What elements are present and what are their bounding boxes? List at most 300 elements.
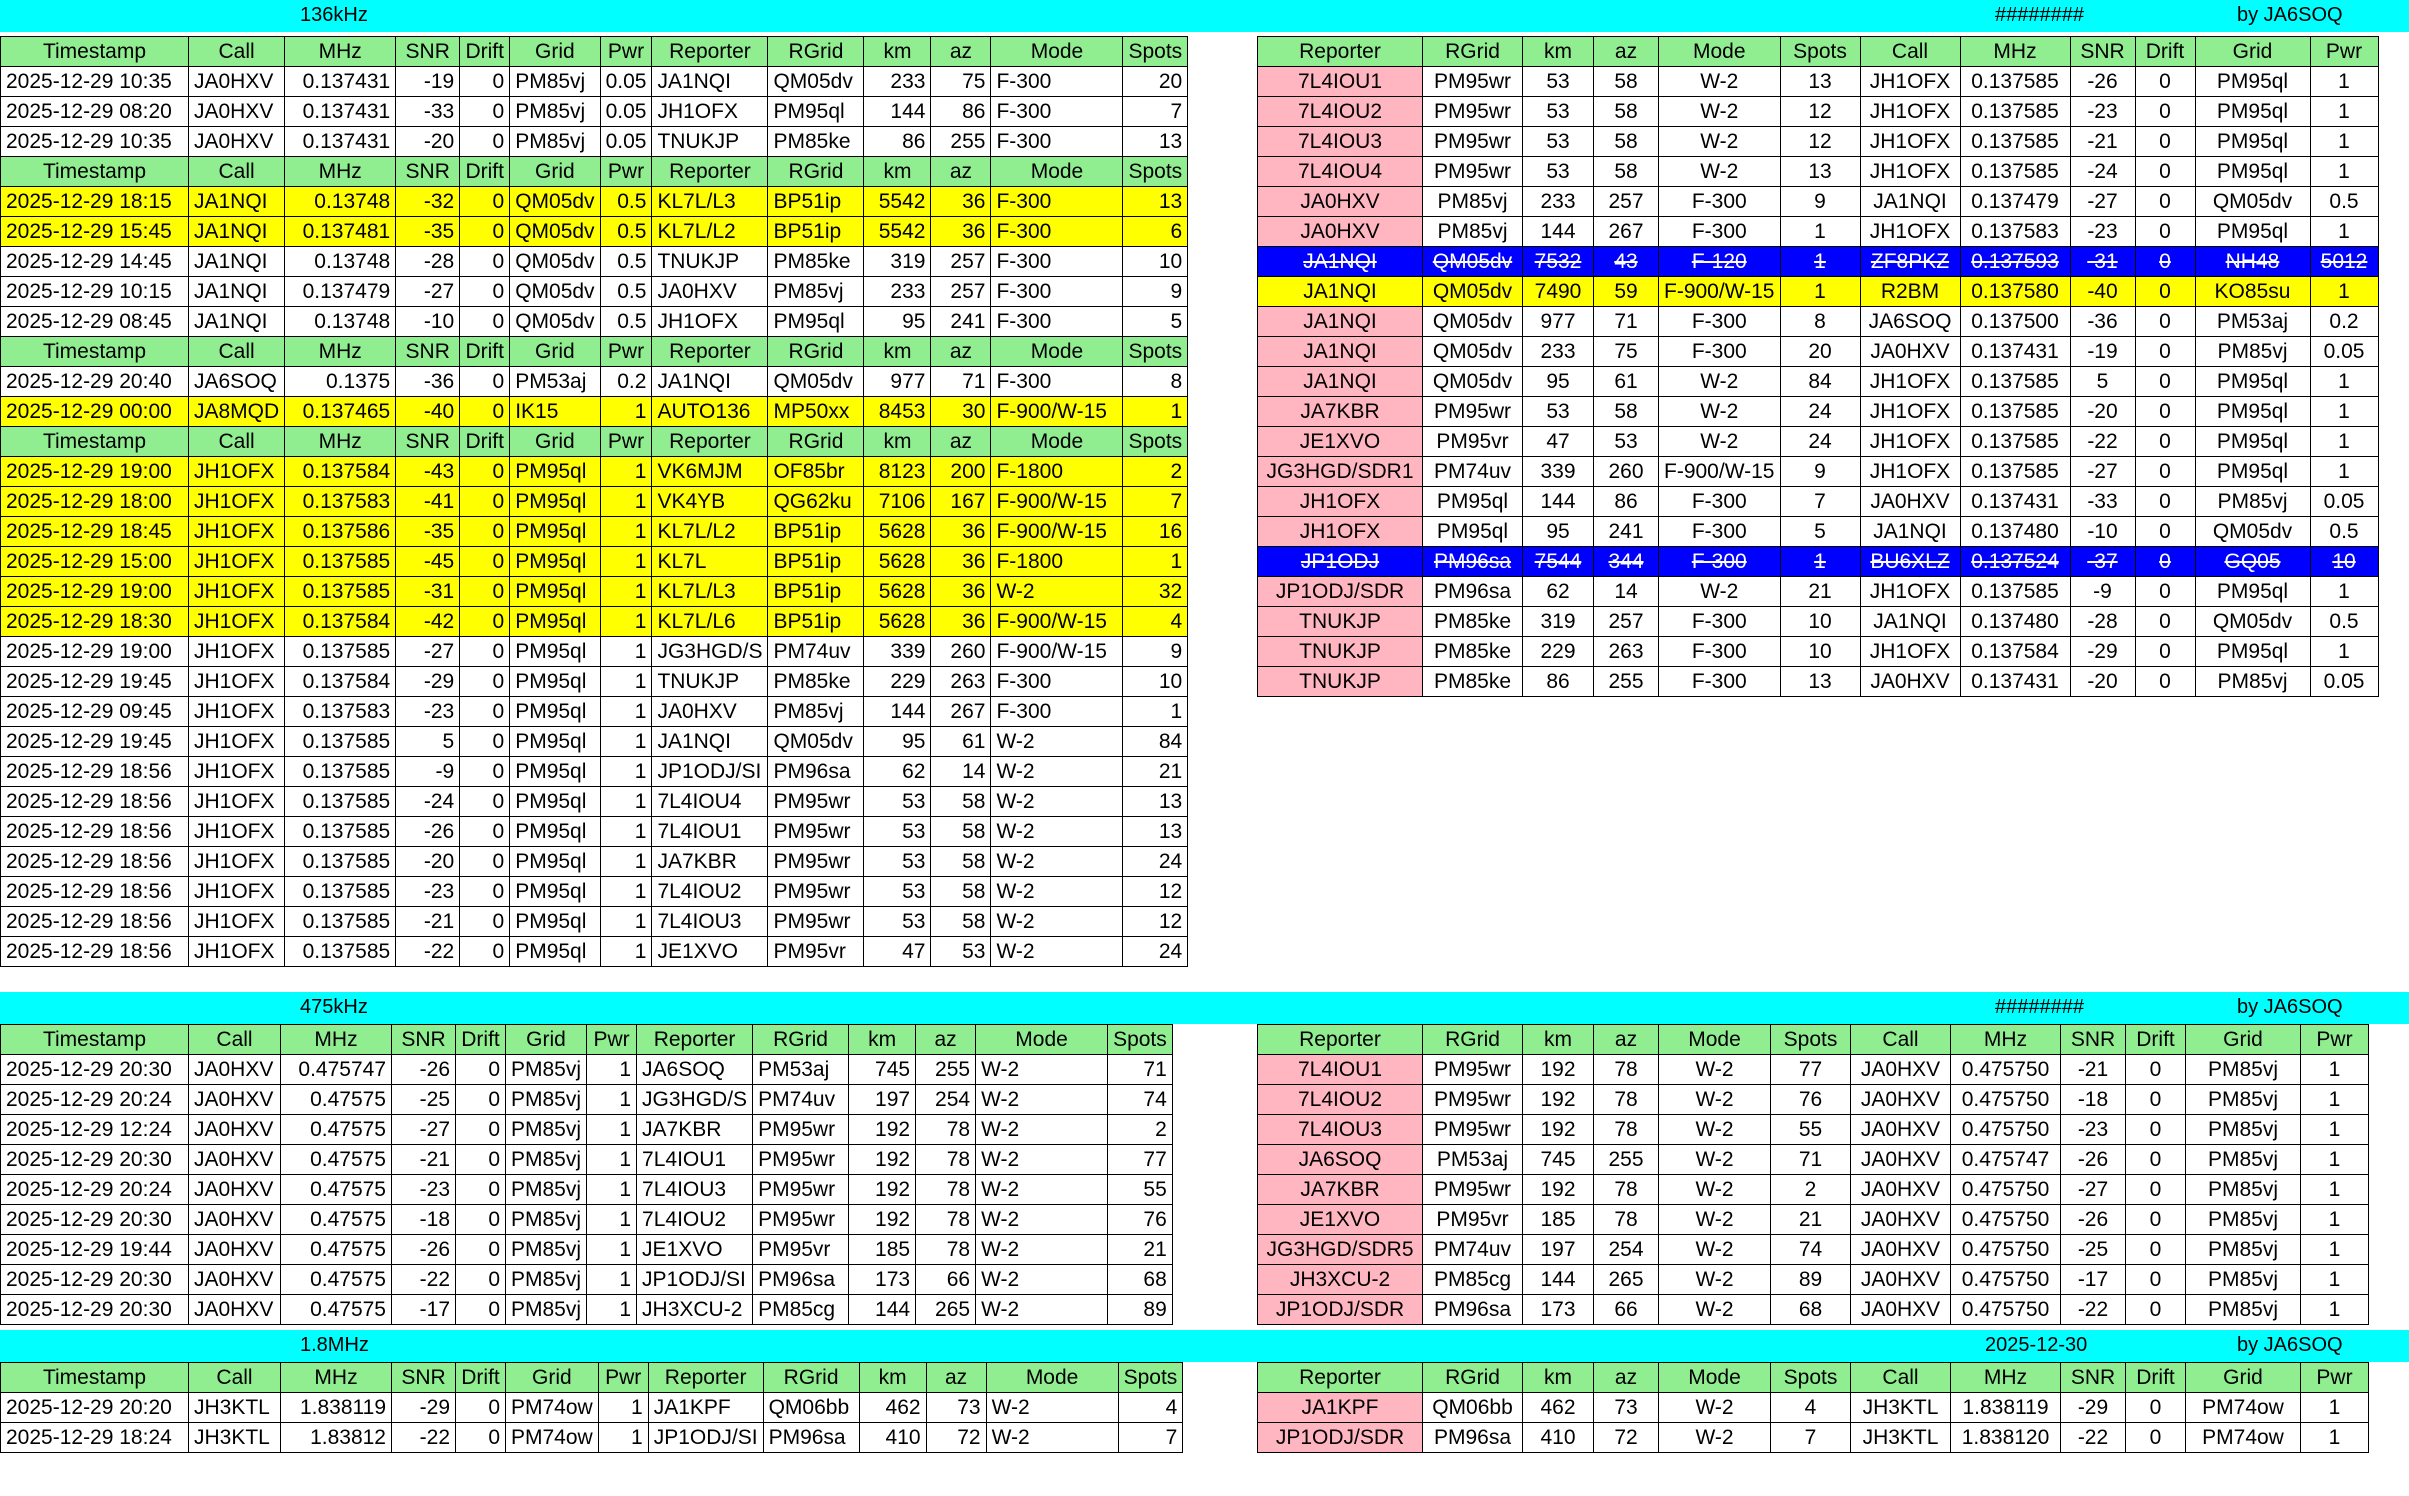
column-header-snr: SNR	[396, 337, 460, 367]
cell-timestamp: 2025-12-29 19:44	[1, 1235, 189, 1265]
cell-rgrid: PM95ql	[768, 97, 864, 127]
cell-spots: 9	[1123, 637, 1188, 667]
cell-km: 86	[864, 127, 931, 157]
cell-grid: PM85vj	[506, 1235, 587, 1265]
cell-az: 78	[1594, 1055, 1659, 1085]
cell-reporter: VK6MJM	[652, 457, 768, 487]
cell-az: 72	[926, 1423, 986, 1453]
cell-km: 144	[864, 97, 931, 127]
cell-reporter: JP1ODJ/SI	[652, 757, 768, 787]
column-header-km: km	[864, 157, 931, 187]
table-row	[1, 187, 1188, 217]
cell-mode: F-300	[991, 667, 1123, 697]
column-header-km: km	[1523, 1363, 1594, 1393]
cell-grid: PM95ql	[510, 637, 600, 667]
table-row	[1, 907, 1188, 937]
cell-mhz: 0.137480	[1960, 607, 2070, 637]
table-row	[1, 487, 1188, 517]
cell-call: JA0HXV	[1851, 1295, 1951, 1325]
cell-timestamp: 2025-12-29 18:56	[1, 787, 189, 817]
table-row	[1, 1055, 1173, 1085]
cell-mode: W-2	[976, 1295, 1108, 1325]
table-row	[1258, 1115, 2369, 1145]
cell-pwr: 1	[2301, 1145, 2369, 1175]
cell-spots: 20	[1123, 67, 1188, 97]
cell-call: JA8MQD	[189, 397, 285, 427]
cell-snr: -21	[2061, 1055, 2126, 1085]
cell-reporter: JA1NQI	[1258, 307, 1423, 337]
cell-reporter: JP1ODJ/SI	[648, 1423, 763, 1453]
cell-reporter: TNUKJP	[1258, 637, 1423, 667]
cell-snr: -21	[2070, 127, 2135, 157]
cell-rgrid: PM95wr	[1423, 67, 1523, 97]
cell-drift: 0	[2126, 1295, 2186, 1325]
cell-grid: PM95ql	[510, 877, 600, 907]
cell-mhz: 0.137585	[1960, 127, 2070, 157]
cell-rgrid: PM95wr	[1423, 1175, 1523, 1205]
band-header-136khz	[0, 0, 2409, 32]
cell-timestamp: 2025-12-29 18:56	[1, 877, 189, 907]
cell-call: JA6SOQ	[189, 367, 285, 397]
cell-az: 36	[931, 577, 991, 607]
cell-pwr: 1	[600, 937, 652, 967]
cell-mode: W-2	[1659, 577, 1781, 607]
cell-rgrid: PM95wr	[768, 817, 864, 847]
cell-call: JA1NQI	[1860, 607, 1960, 637]
cell-pwr: 1	[587, 1085, 637, 1115]
cell-mhz: 0.475750	[1951, 1055, 2061, 1085]
cell-snr: -32	[396, 187, 460, 217]
cell-mode: W-2	[991, 907, 1123, 937]
cell-az: 257	[931, 247, 991, 277]
cell-mhz: 0.137585	[1960, 457, 2070, 487]
cell-pwr: 10	[2310, 547, 2378, 577]
cell-mhz: 0.475747	[1951, 1145, 2061, 1175]
cell-timestamp: 2025-12-29 10:35	[1, 67, 189, 97]
cell-call: JH1OFX	[189, 487, 285, 517]
cell-call: JH1OFX	[189, 517, 285, 547]
cell-call: JH1OFX	[1860, 97, 1960, 127]
cell-reporter: JG3HGD/SDR1	[1258, 457, 1423, 487]
cell-spots: 13	[1123, 787, 1188, 817]
cell-mhz: 1.838119	[281, 1393, 392, 1423]
cell-rgrid: PM74uv	[768, 637, 864, 667]
cell-snr: -21	[392, 1145, 456, 1175]
cell-mode: F-300	[1659, 217, 1781, 247]
column-header-spots: Spots	[1123, 37, 1188, 67]
column-header-pwr: Pwr	[600, 337, 652, 367]
cell-az: 71	[1594, 307, 1659, 337]
cell-mhz: 0.47575	[281, 1175, 392, 1205]
cell-az: 78	[916, 1145, 976, 1175]
column-header-reporter: Reporter	[652, 427, 768, 457]
cell-mhz: 0.47575	[281, 1235, 392, 1265]
cell-reporter: JP1ODJ/SDR	[1258, 1295, 1423, 1325]
cell-grid: QM05dv	[2195, 187, 2310, 217]
cell-snr: -20	[2070, 397, 2135, 427]
cell-mode: W-2	[1659, 1055, 1771, 1085]
table-row	[1, 787, 1188, 817]
column-header-mhz: MHz	[1960, 37, 2070, 67]
cell-mhz: 0.13748	[285, 247, 396, 277]
table-row	[1258, 127, 2379, 157]
column-header-mhz: MHz	[1951, 1025, 2061, 1055]
table-header-row	[1, 427, 1188, 457]
cell-snr: -33	[396, 97, 460, 127]
column-header-pwr: Pwr	[587, 1025, 637, 1055]
table-row	[1, 397, 1188, 427]
cell-km: 229	[864, 667, 931, 697]
cell-drift: 0	[2126, 1055, 2186, 1085]
cell-grid: PM85vj	[2186, 1085, 2301, 1115]
cell-call: JA0HXV	[189, 1115, 281, 1145]
cell-az: 58	[931, 787, 991, 817]
cell-pwr: 0.05	[600, 67, 652, 97]
cell-drift: 0	[2135, 277, 2195, 307]
cell-km: 62	[1523, 577, 1594, 607]
cell-grid: IK15	[510, 397, 600, 427]
cell-drift: 0	[2135, 577, 2195, 607]
column-header-mhz: MHz	[281, 1363, 392, 1393]
table-row	[1, 667, 1188, 697]
table-header-row	[1, 1363, 1183, 1393]
table-row	[1, 697, 1188, 727]
cell-snr: -18	[2061, 1085, 2126, 1115]
column-header-az: az	[1594, 37, 1659, 67]
cell-rgrid: QM05dv	[1423, 247, 1523, 277]
cell-drift: 0	[456, 1265, 506, 1295]
cell-timestamp: 2025-12-29 18:56	[1, 757, 189, 787]
cell-grid: PM85vj	[506, 1055, 587, 1085]
table-row	[1, 67, 1188, 97]
cell-call: JA1NQI	[1860, 517, 1960, 547]
cell-mode: F-300	[991, 367, 1123, 397]
table-row	[1258, 487, 2379, 517]
cell-snr: -45	[396, 547, 460, 577]
cell-spots: 77	[1771, 1055, 1851, 1085]
cell-timestamp: 2025-12-29 19:00	[1, 577, 189, 607]
cell-spots: 12	[1780, 97, 1860, 127]
cell-rgrid: PM85ke	[768, 247, 864, 277]
cell-spots: 12	[1780, 127, 1860, 157]
cell-pwr: 1	[2301, 1265, 2369, 1295]
cell-grid: PM85vj	[506, 1145, 587, 1175]
cell-reporter: JG3HGD/S	[637, 1085, 753, 1115]
cell-km: 192	[849, 1175, 916, 1205]
table-row	[1258, 517, 2379, 547]
cell-spots: 4	[1771, 1393, 1851, 1423]
cell-spots: 10	[1780, 637, 1860, 667]
table-row	[1, 607, 1188, 637]
cell-call: JA0HXV	[189, 127, 285, 157]
cell-timestamp: 2025-12-29 20:30	[1, 1145, 189, 1175]
cell-rgrid: PM95wr	[768, 907, 864, 937]
column-header-pwr: Pwr	[2301, 1363, 2369, 1393]
table-row	[1, 1423, 1183, 1453]
cell-rgrid: QG62ku	[768, 487, 864, 517]
table-row	[1258, 547, 2379, 577]
cell-pwr: 5012	[2310, 247, 2378, 277]
cell-spots: 5	[1780, 517, 1860, 547]
cell-snr: -40	[396, 397, 460, 427]
cell-mhz: 0.137585	[285, 787, 396, 817]
column-header-reporter: Reporter	[652, 337, 768, 367]
cell-km: 319	[1523, 607, 1594, 637]
band-date: ########	[1995, 4, 2084, 26]
column-header-drift: Drift	[460, 37, 510, 67]
cell-mode: F-900/W-15	[991, 637, 1123, 667]
cell-mhz: 0.475750	[1951, 1235, 2061, 1265]
cell-grid: PM95ql	[2195, 397, 2310, 427]
cell-pwr: 1	[2301, 1393, 2369, 1423]
column-header-pwr: Pwr	[2301, 1025, 2369, 1055]
cell-mode: W-2	[1659, 1085, 1771, 1115]
cell-call: JH1OFX	[189, 877, 285, 907]
cell-mode: F-300	[1659, 517, 1781, 547]
cell-snr: -24	[2070, 157, 2135, 187]
cell-rgrid: BP51ip	[768, 517, 864, 547]
cell-mhz: 0.13748	[285, 307, 396, 337]
cell-drift: 0	[2135, 307, 2195, 337]
cell-reporter: JE1XVO	[1258, 1205, 1423, 1235]
cell-km: 53	[1523, 397, 1594, 427]
column-header-snr: SNR	[2061, 1363, 2126, 1393]
cell-snr: -26	[2061, 1205, 2126, 1235]
cell-az: 58	[931, 877, 991, 907]
cell-reporter: JH3XCU-2	[637, 1295, 753, 1325]
cell-km: 192	[1523, 1085, 1594, 1115]
cell-pwr: 1	[600, 787, 652, 817]
cell-drift: 0	[456, 1205, 506, 1235]
cell-mode: W-2	[986, 1393, 1118, 1423]
cell-reporter: JA6SOQ	[1258, 1145, 1423, 1175]
cell-drift: 0	[456, 1085, 506, 1115]
column-header-timestamp: Timestamp	[1, 1025, 189, 1055]
cell-mode: F-300	[991, 97, 1123, 127]
cell-pwr: 1	[600, 667, 652, 697]
cell-km: 7532	[1523, 247, 1594, 277]
cell-az: 58	[1594, 97, 1659, 127]
cell-reporter: 7L4IOU3	[637, 1175, 753, 1205]
table-row	[1258, 667, 2379, 697]
cell-mode: W-2	[991, 847, 1123, 877]
column-header-call: Call	[189, 1025, 281, 1055]
cell-grid: PM74ow	[506, 1393, 599, 1423]
cell-mhz: 0.47575	[281, 1085, 392, 1115]
cell-rgrid: PM95vr	[1423, 427, 1523, 457]
cell-pwr: 0.5	[600, 217, 652, 247]
cell-drift: 0	[2135, 457, 2195, 487]
cell-drift: 0	[2135, 517, 2195, 547]
cell-call: JA0HXV	[1860, 667, 1960, 697]
cell-km: 53	[1523, 97, 1594, 127]
cell-mhz: 0.475750	[1951, 1175, 2061, 1205]
cell-mode: W-2	[1659, 397, 1781, 427]
cell-spots: 24	[1780, 397, 1860, 427]
cell-pwr: 1	[600, 877, 652, 907]
cell-drift: 0	[460, 217, 510, 247]
cell-drift: 0	[460, 637, 510, 667]
cell-snr: -23	[396, 877, 460, 907]
cell-snr: -9	[396, 757, 460, 787]
cell-rgrid: PM85ke	[768, 667, 864, 697]
cell-drift: 0	[460, 787, 510, 817]
cell-grid: PM95ql	[2195, 217, 2310, 247]
cell-reporter: JA7KBR	[1258, 397, 1423, 427]
cell-reporter: JA1KPF	[648, 1393, 763, 1423]
column-header-km: km	[1523, 37, 1594, 67]
cell-reporter: JA6SOQ	[637, 1055, 753, 1085]
cell-km: 192	[1523, 1115, 1594, 1145]
column-header-mode: Mode	[991, 427, 1123, 457]
cell-km: 977	[1523, 307, 1594, 337]
cell-pwr: 1	[2301, 1175, 2369, 1205]
cell-az: 263	[931, 667, 991, 697]
cell-mode: W-2	[1659, 157, 1781, 187]
cell-km: 5628	[864, 577, 931, 607]
cell-km: 7490	[1523, 277, 1594, 307]
cell-az: 254	[1594, 1235, 1659, 1265]
cell-spots: 1	[1780, 247, 1860, 277]
table-row	[1, 1205, 1173, 1235]
cell-az: 78	[1594, 1115, 1659, 1145]
cell-mode: W-2	[1659, 1235, 1771, 1265]
cell-grid: PM85vj	[506, 1295, 587, 1325]
table-header-row	[1, 37, 1188, 67]
column-header-call: Call	[1851, 1363, 1951, 1393]
cell-pwr: 0.2	[2310, 307, 2378, 337]
cell-call: JH1OFX	[189, 727, 285, 757]
cell-reporter: 7L4IOU2	[1258, 97, 1423, 127]
cell-az: 86	[931, 97, 991, 127]
cell-mhz: 0.137585	[1960, 577, 2070, 607]
cell-call: JA1NQI	[1860, 187, 1960, 217]
cell-reporter: 7L4IOU4	[652, 787, 768, 817]
cell-rgrid: PM95ql	[1423, 487, 1523, 517]
cell-reporter: TNUKJP	[652, 247, 768, 277]
cell-spots: 13	[1780, 157, 1860, 187]
column-header-grid: Grid	[510, 337, 600, 367]
cell-timestamp: 2025-12-29 18:45	[1, 517, 189, 547]
cell-mhz: 0.137585	[1960, 97, 2070, 127]
cell-pwr: 1	[587, 1295, 637, 1325]
cell-timestamp: 2025-12-29 20:24	[1, 1085, 189, 1115]
cell-mhz: 0.137481	[285, 217, 396, 247]
cell-az: 36	[931, 187, 991, 217]
cell-call: JH1OFX	[189, 697, 285, 727]
cell-reporter: TNUKJP	[652, 667, 768, 697]
cell-pwr: 1	[2310, 217, 2378, 247]
cell-rgrid: PM53aj	[1423, 1145, 1523, 1175]
cell-drift: 0	[460, 97, 510, 127]
cell-km: 47	[1523, 427, 1594, 457]
cell-reporter: 7L4IOU2	[637, 1205, 753, 1235]
column-header-km: km	[864, 427, 931, 457]
cell-grid: KO85su	[2195, 277, 2310, 307]
column-header-reporter: Reporter	[637, 1025, 753, 1055]
column-header-reporter: Reporter	[1258, 37, 1423, 67]
cell-rgrid: PM85vj	[768, 697, 864, 727]
column-header-pwr: Pwr	[600, 157, 652, 187]
cell-spots: 84	[1123, 727, 1188, 757]
cell-call: JA0HXV	[1851, 1205, 1951, 1235]
table-row	[1, 637, 1188, 667]
cell-rgrid: QM06bb	[763, 1393, 859, 1423]
cell-mode: F-300	[1659, 607, 1781, 637]
cell-snr: -35	[396, 517, 460, 547]
cell-reporter: 7L4IOU4	[1258, 157, 1423, 187]
cell-snr: -28	[2070, 607, 2135, 637]
cell-call: JA0HXV	[1851, 1145, 1951, 1175]
cell-reporter: JA1NQI	[1258, 337, 1423, 367]
cell-grid: PM95ql	[2195, 577, 2310, 607]
cell-km: 7544	[1523, 547, 1594, 577]
cell-rgrid: PM74uv	[753, 1085, 849, 1115]
cell-snr: -19	[396, 67, 460, 97]
cell-spots: 24	[1780, 427, 1860, 457]
table-row	[1258, 457, 2379, 487]
cell-drift: 0	[460, 817, 510, 847]
cell-mhz: 0.137585	[1960, 397, 2070, 427]
cell-spots: 7	[1123, 487, 1188, 517]
cell-timestamp: 2025-12-29 20:24	[1, 1175, 189, 1205]
cell-rgrid: QM05dv	[768, 727, 864, 757]
column-header-km: km	[859, 1363, 926, 1393]
cell-drift: 0	[460, 847, 510, 877]
table-row	[1, 757, 1188, 787]
cell-grid: PM95ql	[2195, 427, 2310, 457]
cell-call: JA0HXV	[189, 1085, 281, 1115]
cell-mhz: 0.137585	[285, 877, 396, 907]
cell-reporter: JA0HXV	[652, 277, 768, 307]
cell-mhz: 0.137585	[285, 937, 396, 967]
cell-drift: 0	[460, 277, 510, 307]
column-header-snr: SNR	[392, 1025, 456, 1055]
cell-grid: PM95ql	[2195, 637, 2310, 667]
cell-snr: -23	[2070, 217, 2135, 247]
cell-pwr: 1	[2310, 397, 2378, 427]
cell-rgrid: BP51ip	[768, 607, 864, 637]
cell-az: 30	[931, 397, 991, 427]
cell-az: 14	[931, 757, 991, 787]
cell-km: 53	[864, 847, 931, 877]
cell-pwr: 1	[587, 1055, 637, 1085]
cell-rgrid: PM85ke	[768, 127, 864, 157]
cell-mode: F-300	[991, 277, 1123, 307]
cell-drift: 0	[460, 67, 510, 97]
cell-mode: F-300	[991, 307, 1123, 337]
table-row	[1258, 1145, 2369, 1175]
cell-grid: PM85vj	[2195, 337, 2310, 367]
cell-spots: 84	[1780, 367, 1860, 397]
cell-reporter: JA1KPF	[1258, 1393, 1423, 1423]
cell-az: 78	[1594, 1175, 1659, 1205]
cell-timestamp: 2025-12-29 08:20	[1, 97, 189, 127]
cell-reporter: JG3HGD/S	[652, 637, 768, 667]
cell-drift: 0	[2135, 157, 2195, 187]
cell-grid: PM95ql	[510, 667, 600, 697]
cell-reporter: JA0HXV	[1258, 187, 1423, 217]
cell-call: JH3KTL	[189, 1393, 281, 1423]
column-header-km: km	[864, 37, 931, 67]
cell-km: 197	[849, 1085, 916, 1115]
column-header-drift: Drift	[2135, 37, 2195, 67]
cell-az: 61	[931, 727, 991, 757]
cell-rgrid: PM95wr	[768, 877, 864, 907]
cell-grid: PM53aj	[510, 367, 600, 397]
column-header-timestamp: Timestamp	[1, 427, 189, 457]
cell-timestamp: 2025-12-29 20:40	[1, 367, 189, 397]
